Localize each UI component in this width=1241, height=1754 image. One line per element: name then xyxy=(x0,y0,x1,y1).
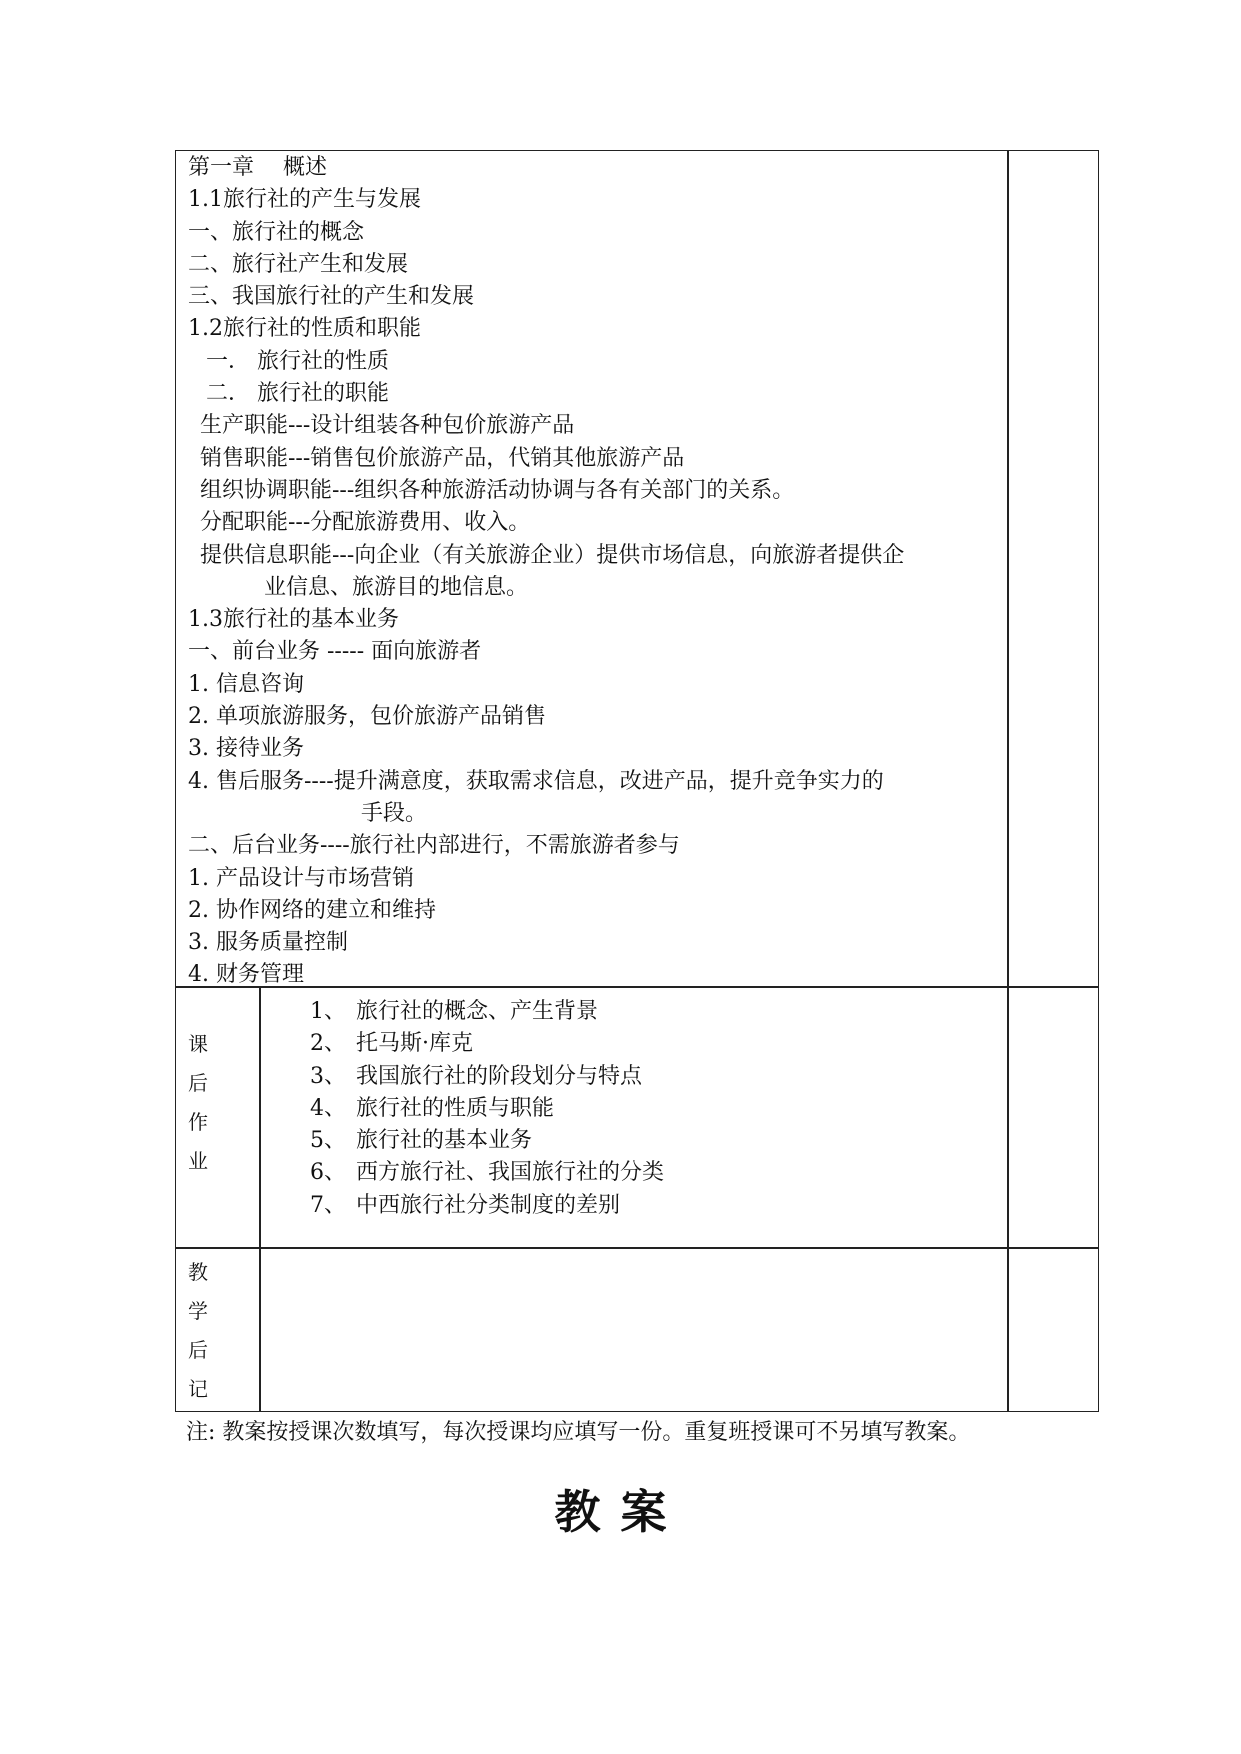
chapter-title: 第一章 概述 xyxy=(188,155,327,180)
item-text: 旅行社的概念、产生背景 xyxy=(356,999,599,1024)
outline-item: 二、后台业务----旅行社内部进行，不需旅游者参与 xyxy=(188,833,680,859)
label-char: 后 xyxy=(188,1071,208,1095)
teaching-notes-label xyxy=(183,1253,213,1409)
list-item xyxy=(310,1028,664,1060)
item-number: 5、 xyxy=(310,1128,346,1154)
section-heading: 1.2旅行社的性质和职能 xyxy=(188,316,421,342)
homework-label xyxy=(183,1025,213,1181)
label-char: 课 xyxy=(188,1032,208,1056)
list-item xyxy=(310,1093,664,1125)
section-heading: 1.3旅行社的基本业务 xyxy=(188,607,399,633)
outline-item: 4. 售后服务----提升满意度，获取需求信息，改进产品，提升竞争实力的 xyxy=(188,768,884,794)
outline-item: 二． 旅行社的职能 xyxy=(206,381,389,407)
outline-item: 1. 信息咨询 xyxy=(188,671,304,697)
footnote: 注: 教案按授课次数填写，每次授课均应填写一份。重复班授课可不另填写教案。 xyxy=(186,1420,971,1445)
list-item xyxy=(310,996,664,1028)
label-char: 记 xyxy=(188,1377,208,1401)
list-item xyxy=(310,1190,664,1222)
item-number: 6、 xyxy=(310,1160,346,1186)
outline-item: 3. 服务质量控制 xyxy=(188,930,348,956)
outline-item: 分配职能---分配旅游费用、收入。 xyxy=(200,510,531,536)
item-number: 4、 xyxy=(310,1095,346,1121)
item-number: 2、 xyxy=(310,1031,346,1057)
label-char: 后 xyxy=(188,1338,208,1362)
section-heading: 1.1旅行社的产生与发展 xyxy=(188,187,421,213)
list-item xyxy=(310,1157,664,1189)
item-text: 托马斯·库克 xyxy=(356,1031,473,1057)
item-text: 西方旅行社、我国旅行社的分类 xyxy=(356,1160,665,1186)
item-text: 旅行社的基本业务 xyxy=(356,1128,533,1154)
label-char: 作 xyxy=(188,1110,208,1134)
outline-item: 提供信息职能---向企业（有关旅游企业）提供市场信息，向旅游者提供企 xyxy=(200,542,905,568)
item-text: 中西旅行社分类制度的差别 xyxy=(356,1192,621,1218)
outline-item: 组织协调职能---组织各种旅游活动协调与各有关部门的关系。 xyxy=(200,477,795,503)
table-divider xyxy=(175,1247,1099,1249)
list-item xyxy=(310,1061,664,1093)
outline-item: 2. 单项旅游服务，包价旅游产品销售 xyxy=(188,704,546,730)
outline-item: 二、旅行社产生和发展 xyxy=(188,251,409,277)
label-char: 教 xyxy=(188,1260,208,1284)
outline-item: 3. 接待业务 xyxy=(188,736,304,762)
list-item xyxy=(310,1125,664,1157)
outline-item: 销售职能---销售包价旅游产品，代销其他旅游产品 xyxy=(200,445,685,471)
next-page-title: 教案 xyxy=(554,1485,687,1539)
outline-item: 三、我国旅行社的产生和发展 xyxy=(188,284,475,310)
item-number: 1、 xyxy=(310,999,346,1024)
item-text: 我国旅行社的阶段划分与特点 xyxy=(356,1063,643,1089)
outline-item: 1. 产品设计与市场营销 xyxy=(188,865,414,891)
outline-item: 一、旅行社的概念 xyxy=(188,219,365,245)
outline-item: 一、前台业务 ----- 面向旅游者 xyxy=(188,639,482,665)
outline-item: 4. 财务管理 xyxy=(188,962,304,988)
outline-continuation: 手段。 xyxy=(361,800,428,826)
homework-list xyxy=(310,996,664,1222)
label-char: 学 xyxy=(188,1299,208,1323)
outline-item: 一． 旅行社的性质 xyxy=(206,348,389,374)
outline-continuation: 业信息、旅游目的地信息。 xyxy=(264,574,529,600)
label-char: 业 xyxy=(188,1149,208,1173)
outline-item: 生产职能---设计组装各种包价旅游产品 xyxy=(200,413,575,439)
item-number: 7、 xyxy=(310,1192,346,1218)
item-number: 3、 xyxy=(310,1063,346,1089)
item-text: 旅行社的性质与职能 xyxy=(356,1095,555,1121)
chapter-content xyxy=(188,152,1008,992)
outline-item: 2. 协作网络的建立和维持 xyxy=(188,897,436,923)
table-divider xyxy=(259,986,261,1412)
